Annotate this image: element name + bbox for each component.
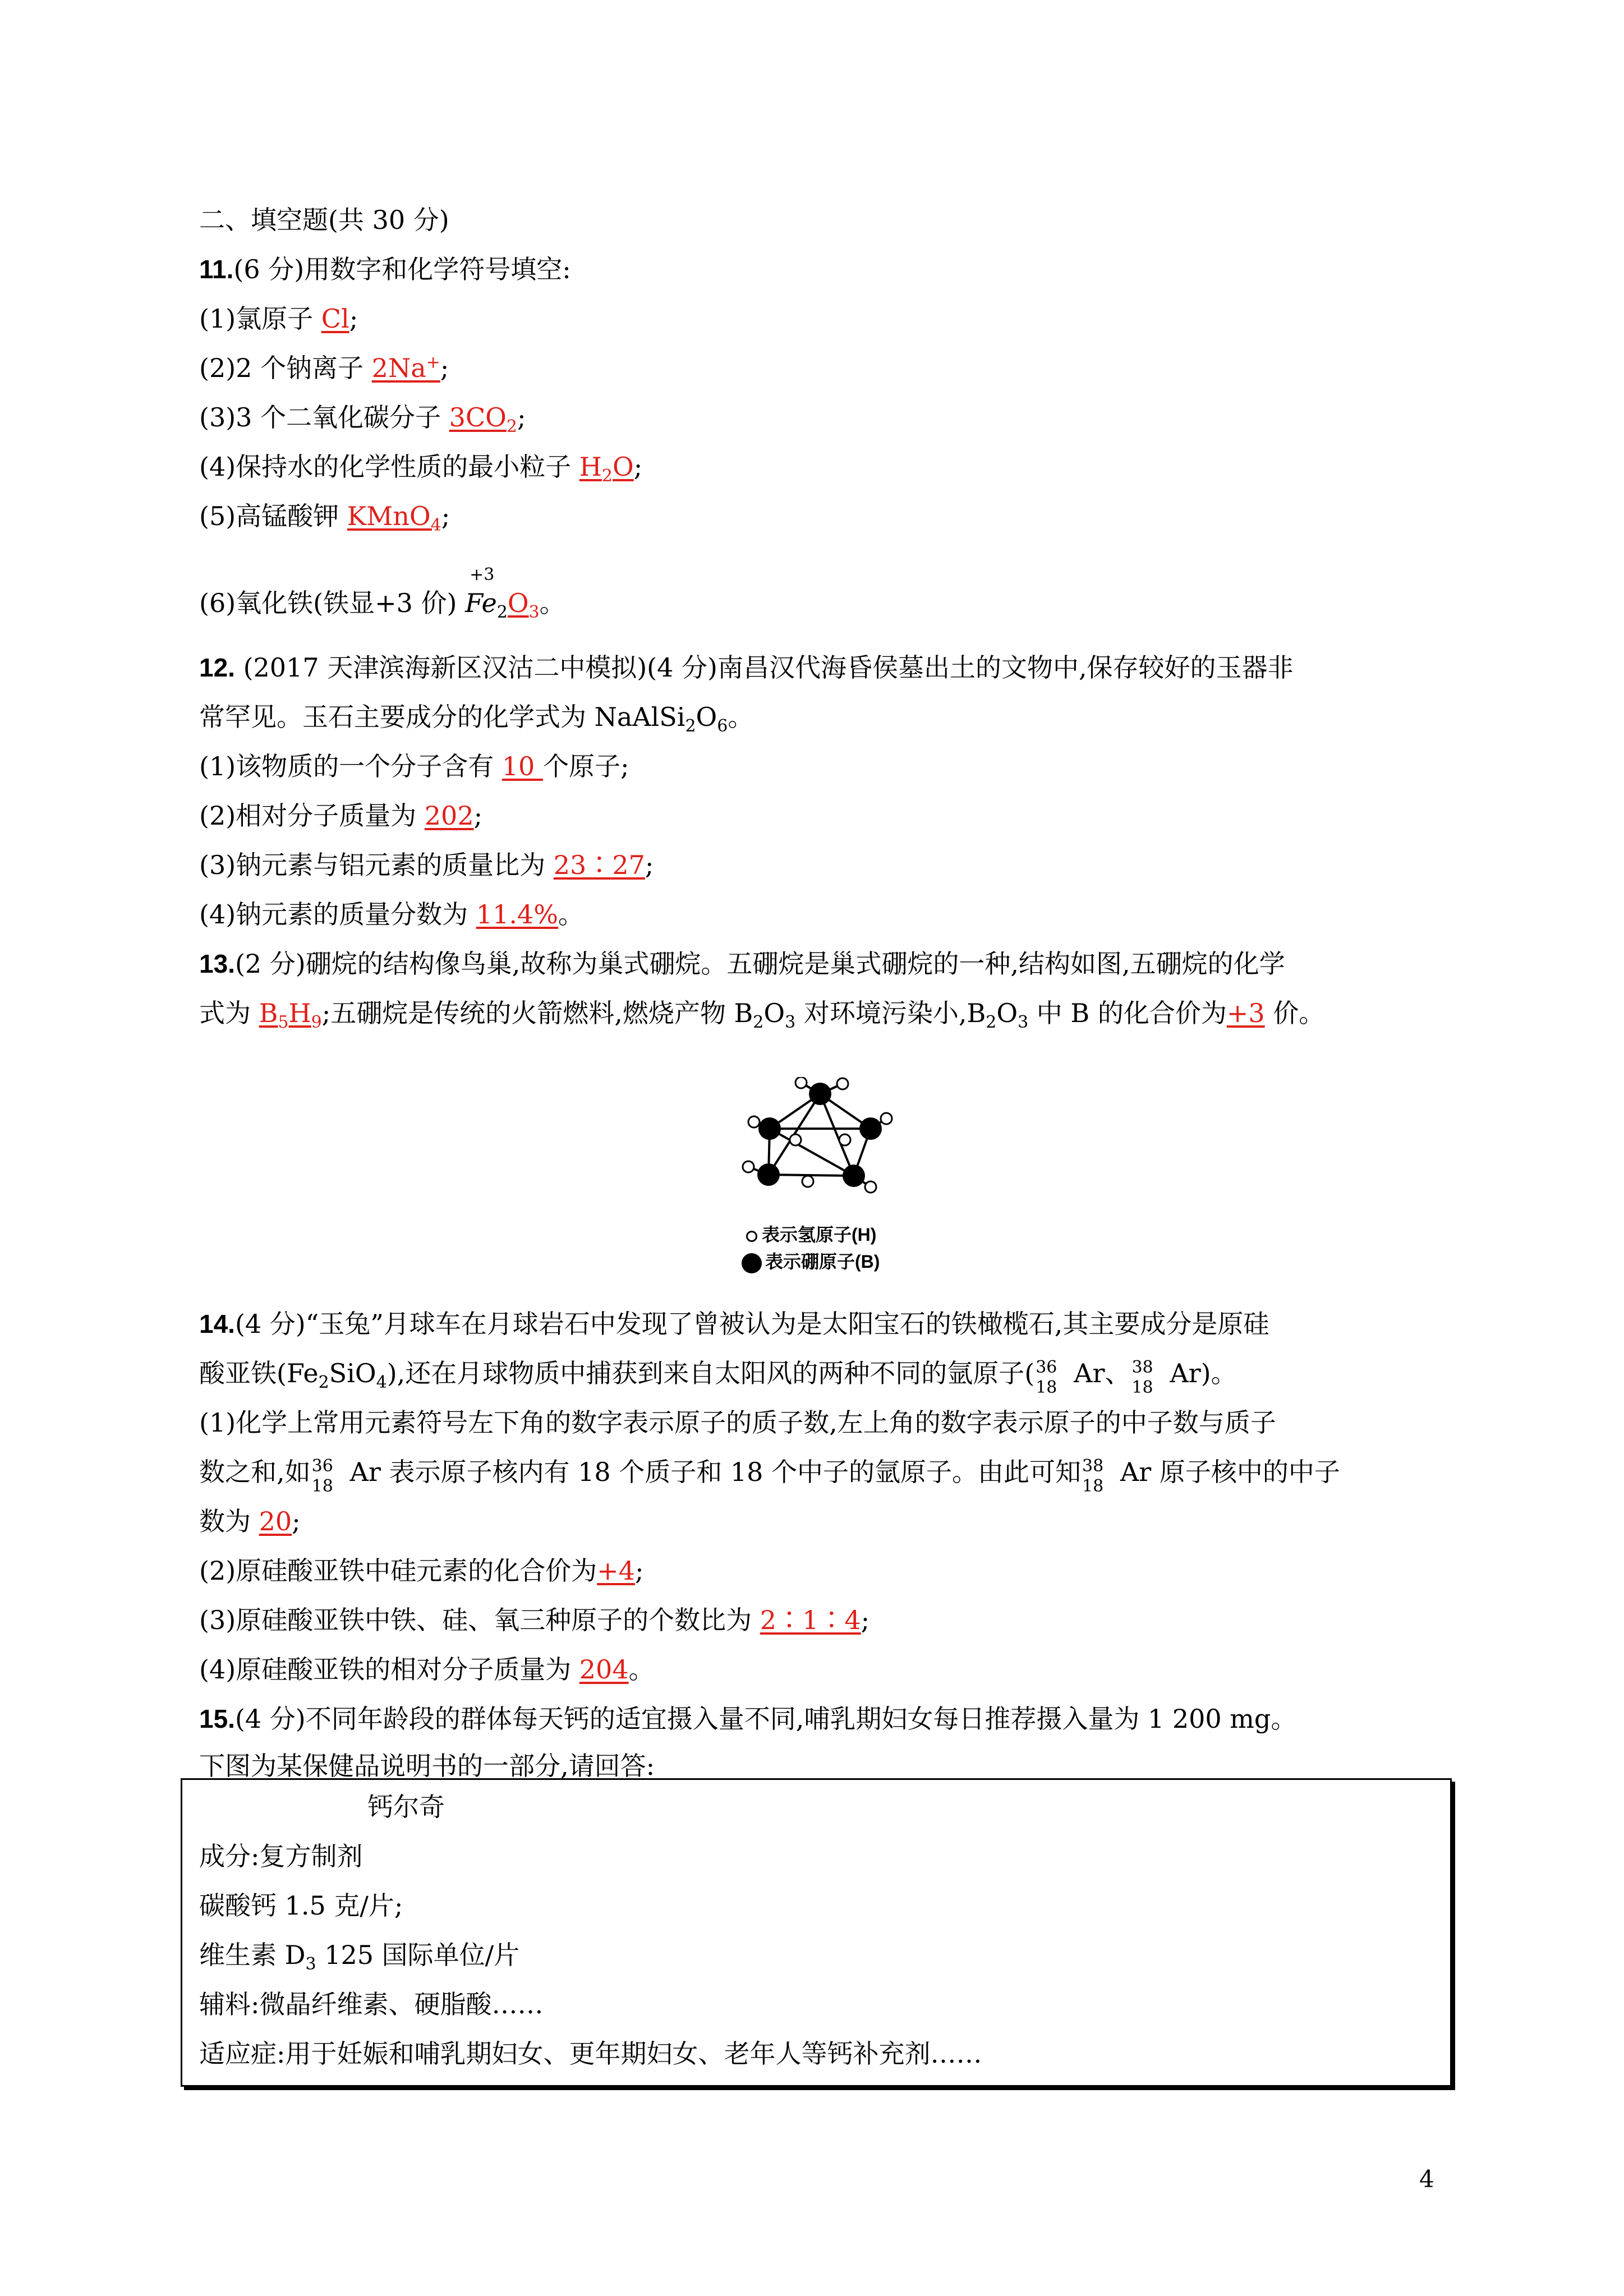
hydrogen-atom [790,1134,801,1145]
answer: 20 [259,1506,292,1536]
answer: $3CO_2$ [449,402,517,437]
argon-36-isotope: 36 18 [1036,1358,1057,1397]
answer: +4 [597,1556,635,1586]
supplement-label-box [181,1778,1452,2087]
q14-stem-2: 酸亚铁$(Fe_2SiO_4)$,还在月球物质中捕获到来自太阳风的两种不同的氩原子( 36 18 Ar、 38 18 Ar)。 [199,1358,1237,1397]
boron-atom [758,1117,781,1140]
q12-item-2: (2)相对分子质量为 202; [199,800,483,831]
boron-atom [809,1083,831,1105]
hydrogen-atom [865,1181,876,1193]
answer: 10 [502,751,543,781]
q14-item-1-cont: 数之和,如 36 18 Ar 表示原子核内有 18 个质子和 18 个中子的氩原子。由此可知 38 18 Ar 原子核中的中子 [199,1456,1340,1496]
answer: 23∶27 [553,850,645,880]
boron-legend-icon [742,1253,762,1273]
q14-item-3: (3)原硅酸亚铁中铁、硅、氧三种原子的个数比为 2∶1∶4; [199,1605,870,1635]
boron-atom [859,1117,882,1140]
hydrogen-atom [743,1161,754,1172]
q14-item-1-end: 数为 20; [199,1506,301,1536]
hydrogen-atom [795,1077,807,1088]
q12-item-3: (3)钠元素与铝元素的质量比为 23∶27; [199,850,654,880]
answer: Cl [321,303,349,334]
answer: 2∶1∶4 [760,1605,861,1635]
box-excipients: 辅料:微晶纤维素、硬脂酸…… [199,1989,544,2019]
legend-boron: 表示硼原子(B) [742,1248,880,1273]
hydrogen-atom [837,1078,848,1089]
q13-stem-2: 式为 $B_5H_9$;五硼烷是传统的火箭燃料,燃烧产物 $B_2O_3$ 对环境污染小$,B_2O_3$ 中 B 的化合价为+3 价。 [199,998,1325,1033]
q11-stem [199,252,571,286]
answer: $B_5H_9$ [259,998,322,1033]
argon-38-isotope: 38 18 [1131,1358,1153,1397]
q11-text: (6 分)用数字和化学符号填空: [233,254,571,284]
q12-stem: 12. (2017 天津滨海新区汉沽二中模拟)(4 分)南昌汉代海昏侯墓出土的文物中,保存较好的玉器非 [199,652,1294,683]
argon-36-isotope: 36 18 [311,1456,333,1496]
q11-item-4: (4)保持水的化学性质的最小粒子 $H_2O$; [199,452,643,486]
box-ingredients: 成分:复方制剂 [199,1841,363,1871]
hydrogen-atom [839,1134,850,1145]
box-title: 钙尔奇 [367,1792,445,1822]
answer: KMnO$_4$ [347,501,441,536]
boron-atom [757,1163,780,1186]
q12-item-4: (4)钠元素的质量分数为 11.4%。 [199,899,584,930]
q11-item-1: (1)氯原子 Cl; [199,303,358,334]
argon-38-isotope: 38 18 [1082,1456,1104,1496]
box-indications: 适应症:用于妊娠和哺乳期妇女、更年期妇女、老年人等钙补充剂…… [199,2039,982,2069]
q13-stem: 13.(2 分)硼烷的结构像鸟巢,故称为巢式硼烷。五硼烷是巢式硼烷的一种,结构如图,五硼烷的化学 [199,949,1285,979]
q12-stem-2: 常罕见。玉石主要成分的化学式为 $NaAlSi_2O_6$。 [199,702,754,737]
q11-item-2: (2)2 个钠离子 2Na+; [199,352,449,383]
answer: $H_2O$ [579,452,634,486]
hydrogen-atom [748,1116,760,1128]
q11-item-6: (6)氧化铁(铁显+3 价) +3 $Fe_2O_3$。 [199,586,565,620]
pentaborane-structure-diagram [724,1077,914,1245]
answer: 2Na+ [371,352,440,383]
q11-number: 11. [199,255,234,284]
box-vitamin-d: 维生素 $D_3$ 125 国际单位/片 [199,1940,520,1975]
q11-item-5: (5)高锰酸钾 KMnO$_4$; [199,501,450,536]
answer: 11.4% [476,899,558,930]
q14-stem: 14.(4 分)“玉兔”月球车在月球岩石中发现了曾被认为是太阳宝石的铁橄榄石,其主要成分是原硅 [199,1309,1269,1339]
answer: $O_3$ [507,588,540,623]
q12-item-1: (1)该物质的一个分子含有 10 个原子; [199,751,629,781]
answer: 204 [579,1654,629,1685]
q14-item-2: (2)原硅酸亚铁中硅元素的化合价为+4; [199,1556,644,1586]
q15-stem: 15.(4 分)不同年龄段的群体每天钙的适宜摄入量不同,哺乳期妇女每日推荐摄入量为 1 200 mg。 [199,1704,1297,1734]
q14-item-1: (1)化学上常用元素符号左下角的数字表示原子的质子数,左上角的数字表示原子的中子数与质子 [199,1407,1276,1438]
valence-mark: +3 [470,565,495,585]
section-title: 二、填空题(共 30 分) [199,205,449,235]
hydrogen-atom [881,1113,892,1124]
answer: +3 [1226,998,1265,1028]
hydrogen-legend-icon [746,1231,757,1242]
page-number: 4 [1419,2165,1434,2193]
boron-atom [843,1165,865,1187]
legend-hydrogen: 表示氢原子(H) [746,1221,876,1246]
q14-item-4: (4)原硅酸亚铁的相对分子质量为 204。 [199,1654,655,1685]
q15-stem-2: 下图为某保健品说明书的一部分,请回答: [199,1751,655,1781]
box-calcium-carbonate: 碳酸钙 1.5 克/片; [199,1890,403,1921]
answer: 202 [424,800,474,831]
q11-item-3: (3)3 个二氧化碳分子 $3CO_2$; [199,402,526,437]
hydrogen-atom [802,1176,813,1187]
